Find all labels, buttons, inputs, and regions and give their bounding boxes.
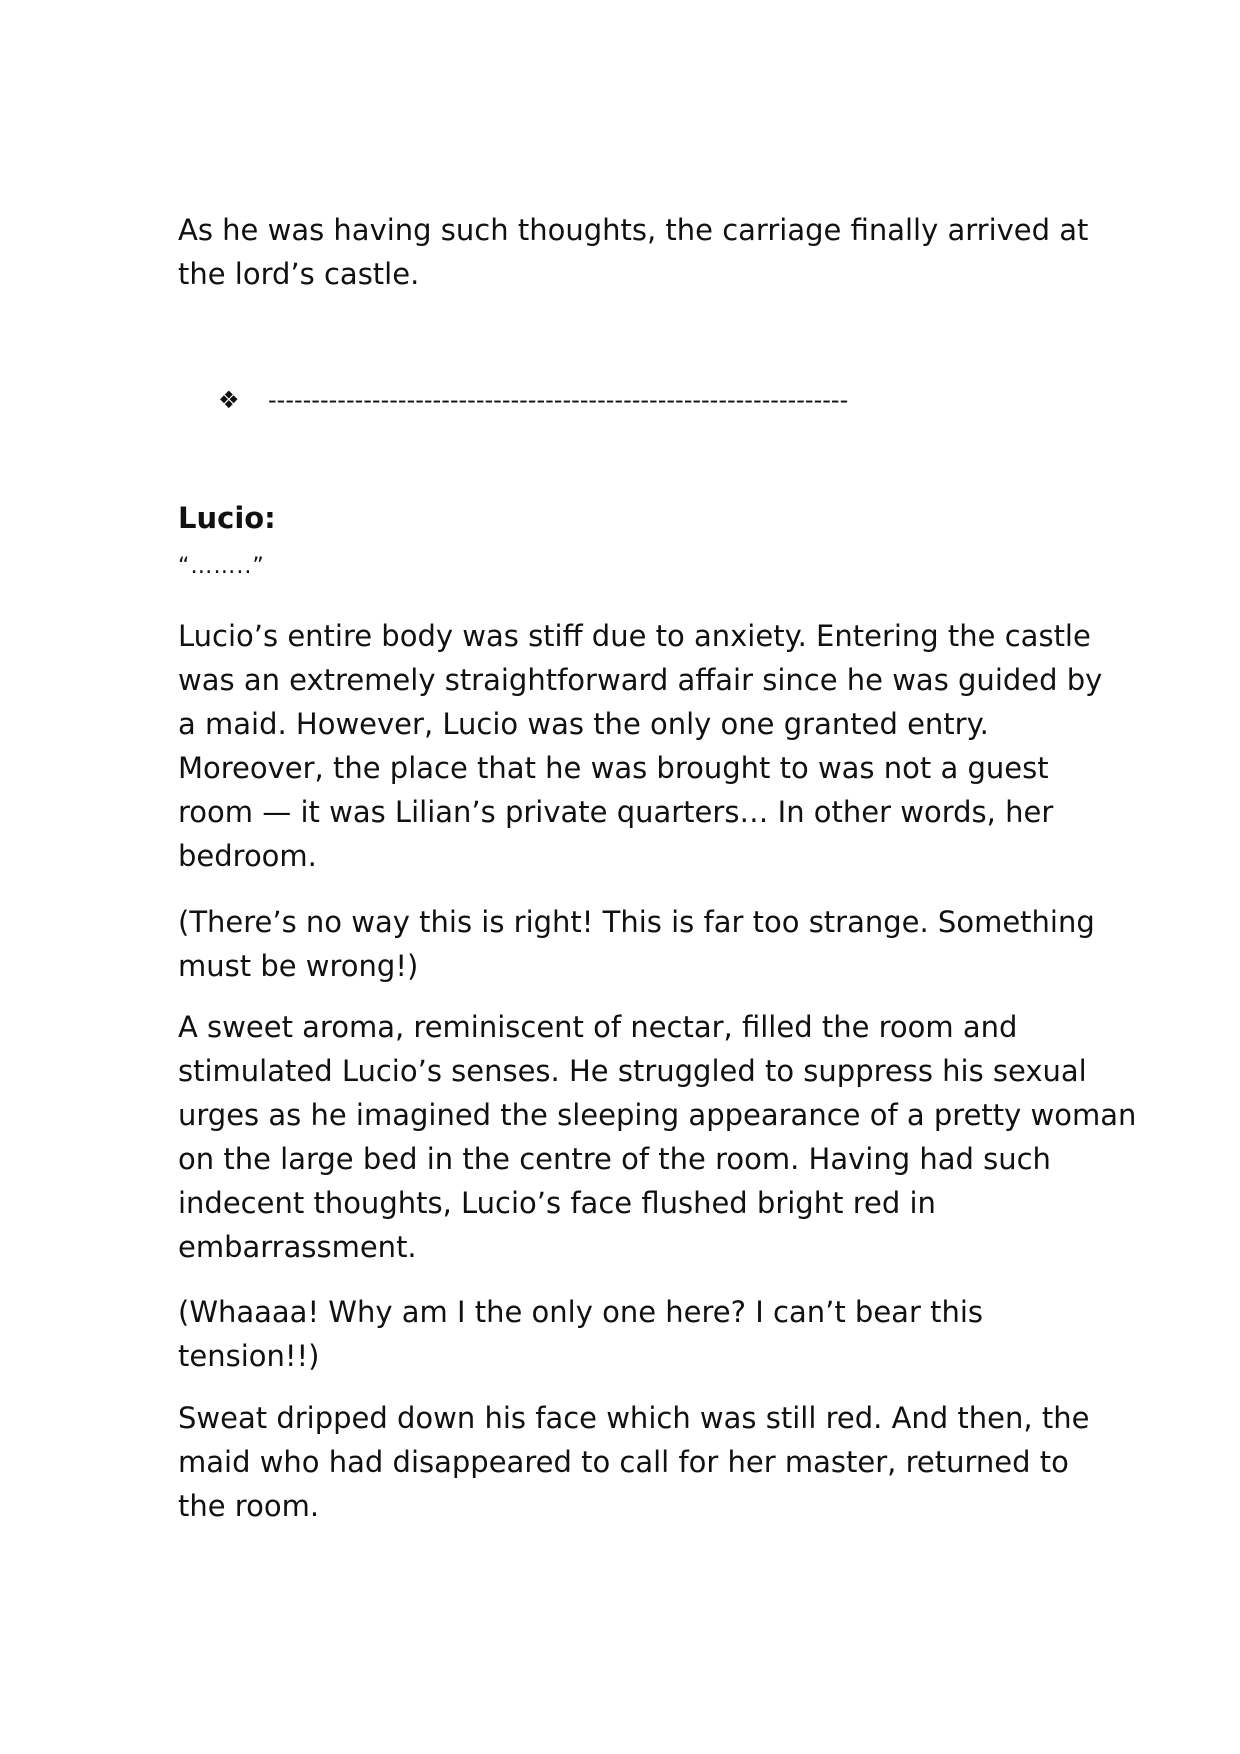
- text-line: was an extremely straightforward affair since he was guided by: [178, 663, 1103, 697]
- text-line: on the large bed in the centre of the room. Having had such: [178, 1142, 1051, 1176]
- text-line: stimulated Lucio’s senses. He struggled to suppress his sexual: [178, 1054, 1087, 1088]
- diamond-bullet-icon: ❖: [218, 386, 240, 414]
- text-line: room — it was Lilian’s private quarters… In other words, her: [178, 795, 1054, 829]
- paragraph-thought-1: [178, 900, 1095, 988]
- text-line: bedroom.: [178, 839, 317, 873]
- text-line: Moreover, the place that he was brought to was not a guest: [178, 751, 1049, 785]
- paragraph-thought-2: [178, 1290, 1068, 1378]
- text-line: indecent thoughts, Lucio’s face flushed bright red in: [178, 1186, 936, 1220]
- text-line: the room.: [178, 1489, 320, 1523]
- text-line: A sweet aroma, reminiscent of nectar, filled the room and: [178, 1010, 1018, 1044]
- section-separator: [218, 378, 1058, 422]
- text-line: (There’s no way this is right! This is far too strange. Something: [178, 905, 1095, 939]
- paragraph-arrival: [178, 208, 1089, 296]
- text-line: embarrassment.: [178, 1230, 417, 1264]
- text-line: a maid. However, Lucio was the only one granted entry.: [178, 707, 989, 741]
- paragraph-aroma: [178, 1005, 1137, 1269]
- text-line: the lord’s castle.: [178, 257, 420, 291]
- text-line: tension!!): [178, 1339, 320, 1373]
- text-line: As he was having such thoughts, the carriage finally arrived at: [178, 213, 1089, 247]
- text-line: maid who had disappeared to call for her master, returned to: [178, 1445, 1069, 1479]
- paragraph-anxiety: [178, 614, 1103, 878]
- text-line: must be wrong!): [178, 949, 419, 983]
- text-line: Sweat dripped down his face which was still red. And then, the: [178, 1401, 1090, 1435]
- speaker-label: Lucio:: [178, 501, 276, 535]
- text-line: urges as he imagined the sleeping appearance of a pretty woman: [178, 1098, 1137, 1132]
- text-line: (Whaaaa! Why am I the only one here? I can’t bear this: [178, 1295, 984, 1329]
- speech-line: “……..”: [178, 554, 265, 579]
- paragraph-maid-returns: [178, 1396, 1090, 1528]
- text-line: Lucio’s entire body was stiff due to anxiety. Entering the castle: [178, 619, 1091, 653]
- dashed-rule: -------------------------------------------------------------------: [268, 386, 849, 414]
